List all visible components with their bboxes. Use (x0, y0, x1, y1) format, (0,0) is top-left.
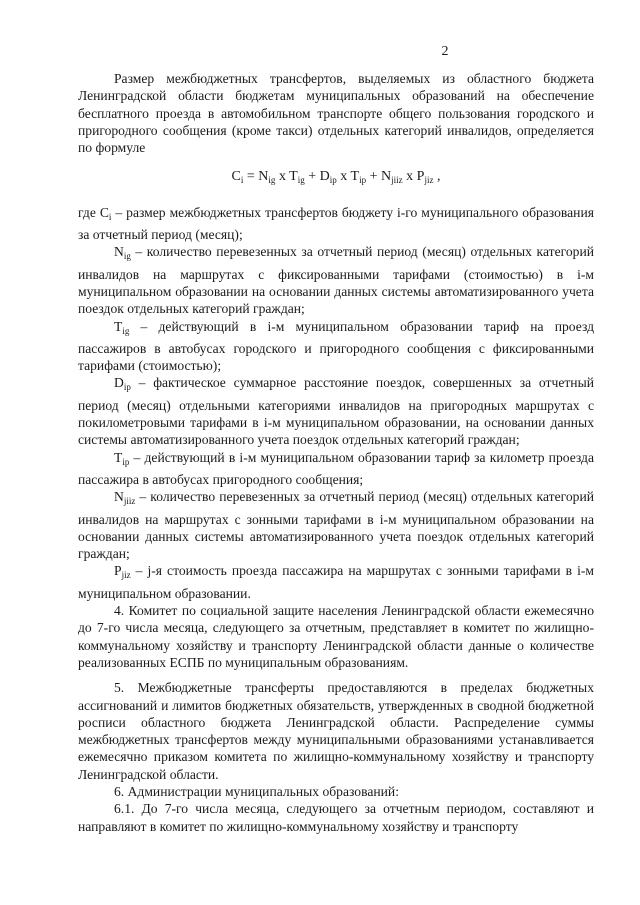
formula-sub: ip (359, 175, 367, 186)
definition-sub: jiz (121, 570, 131, 581)
definition-sub: ip (123, 382, 131, 393)
formula-part: , (433, 169, 441, 185)
page-number: 2 (441, 44, 449, 59)
definition-symbol: N (114, 244, 124, 260)
definition-item (78, 562, 594, 602)
definition-item (78, 318, 594, 375)
formula-part: = N (243, 169, 269, 185)
definition-item (78, 204, 594, 244)
paragraph-gap (78, 671, 594, 679)
formula-sub: jiz (424, 175, 434, 186)
formula-sub: ig (297, 175, 305, 186)
definition-symbol: P (114, 563, 122, 579)
paragraph-4: 4. Комитет по социальной защите населения Ленинградской области ежемесячно до 7-го числа месяца, следующего за отчетным, представляет в комитет по жилищно-коммунальному хозяйству и транспорту Ленинградской области данные о количестве реализованных ЕСПБ по муниципальным образованиям. (78, 603, 594, 670)
definition-sub: jiiz (123, 496, 136, 507)
definition-item (78, 243, 594, 317)
formula (78, 168, 594, 189)
formula-sub: ip (329, 175, 337, 186)
intro-paragraph: Размер межбюджетных трансфертов, выделяемых из областного бюджета Ленинградской области бюджетам муниципальных образований на обеспечение бесплатного проезда в автомобильном транспорте общего пользования городского и пригородного сообщения (кроме такси) отдельных категорий инвалидов, определяется по формуле (78, 71, 594, 156)
paragraph-6-1: 6.1. До 7-го числа месяца, следующего за отчетным периодом, составляют и направляют в комитет по жилищно-коммунальному хозяйству и транспорту (78, 801, 594, 834)
formula-sub: i (240, 175, 244, 186)
definition-sub: i (108, 211, 112, 222)
formula-part: + D (304, 169, 330, 185)
paragraph-6: 6. Администрации муниципальных образований: (114, 783, 399, 799)
definition-symbol: N (114, 489, 124, 505)
definition-item (78, 488, 594, 562)
definition-text: – количество перевезенных за отчетный период (месяц) отдельных категорий инвалидов на маршрутах с зонными тарифами в i-м муниципальном образовании на основании данных системы автоматизированного учета поездок отдельных категорий граждан; (78, 489, 594, 562)
definition-text: – действующий в i-м муниципальном образовании тариф на проезд пассажиров в автобусах городского и пригородного сообщения с фиксированными тарифами (стоимостью); (78, 318, 594, 374)
formula-part: x T (275, 169, 298, 185)
formula-part: C (231, 169, 241, 185)
definition-symbol: T (114, 318, 123, 334)
definition-text: – действующий в i-м муниципальном образовании тариф за километр проезда пассажира в автобусах пригородного сообщения; (78, 449, 594, 487)
definition-text: – j-я стоимость проезда пассажира на маршрутах с зонными тарифами в i-м муниципальном образовании. (78, 563, 594, 601)
formula-part: x T (336, 169, 360, 185)
definition-sub: ig (122, 325, 130, 336)
formula-sub: jiiz (391, 175, 403, 186)
definition-item (78, 374, 594, 448)
definition-symbol: T (114, 449, 123, 465)
definition-text: – размер межбюджетных трансфертов бюджету i-го муниципального образования за отчетный период (месяц); (78, 204, 594, 243)
paragraph-5: 5. Межбюджетные трансферты предоставляются в пределах бюджетных ассигнований и лимитов бюджетных обязательств, утвержденных в сводной бюджетной росписи областного бюджета Ленинградской области. Распределение суммы межбюджетных трансфертов между муниципальными образованиями устанавливается ежемесячно приказом комитета по жилищно-коммунальному хозяйству и транспорту Ленинградской области. (78, 680, 594, 782)
definition-sub: ip (122, 456, 130, 467)
formula-sub: ig (268, 175, 276, 186)
formula-part: + N (366, 169, 392, 185)
definition-symbol: где C (78, 204, 109, 220)
definition-item (78, 449, 594, 489)
definition-symbol: D (114, 375, 124, 391)
definition-sub: ig (123, 251, 131, 262)
formula-part: x P (402, 169, 425, 185)
definition-text: – фактическое суммарное расстояние поездок, совершенных за отчетный период (месяц) отдельными категориями инвалидов на пригородных маршрутах с покилометровыми тарифами в i-м муниципальном образовании, на основании данных системы автоматизированного учета поездок отдельных категорий граждан; (78, 375, 594, 448)
document-body (78, 70, 594, 835)
definition-text: – количество перевезенных за отчетный период (месяц) отдельных категорий инвалидов на маршрутах с фиксированными тарифами (стоимостью) в i-м муниципальном образовании на основании данных системы автоматизированного учета поездок отдельных категорий граждан; (78, 244, 594, 317)
